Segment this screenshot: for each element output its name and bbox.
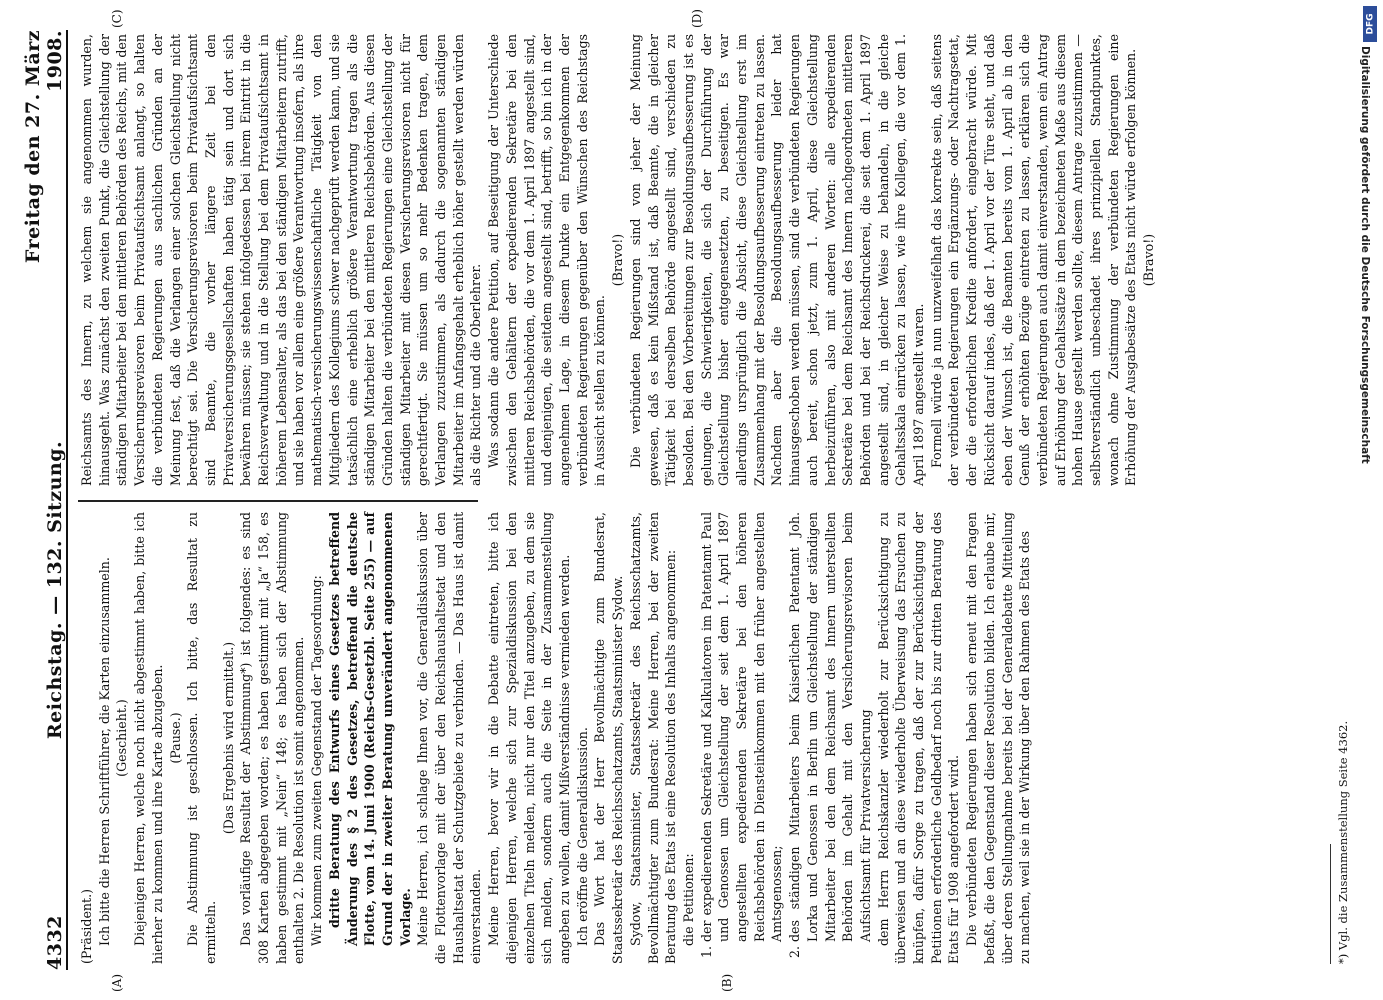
paragraph: Ich eröffne die Generaldiskussion. xyxy=(574,727,590,946)
dfg-logo-text: DFG xyxy=(1365,13,1376,35)
speaker-tag: (Präsident.) xyxy=(79,888,94,964)
paragraph: Meine Herren, ich schlage Ihnen vor, die Generaldiskussion über die Flottenvorlage mit der über den Reichshaushaltsetat und den Haushaltsetat der Schutzgebiete zu verbinden. — Das Haus ist damit einverstanden. xyxy=(415,512,484,964)
paragraph: Die verbündeten Regierungen sind von jeher der Meinung gewesen, daß es kein Mißstand ist, daß Beamte, die in gleicher Tätigkeit bei derselben Behörde angestellt sind, verschieden zu besolden. Bei den Vorbereitungen zur Besoldungsaufbesserung ist es gelungen, die Schwierigkeiten, die sich der Durchführung der Gleichstellung bisher entgegensetzten, zu beseitigen. Es war allerdings ursprünglich die Absicht, diese Gleichstellung erst im Zusammenhang mit der Besoldungsaufbesserung eintreten zu lassen. Nachdem aber die Besoldungsaufbesserung leider hat hinausgeschoben werden müssen, sind die verbündeten Regierungen auch bereit, schon jetzt, zum 1. April, diese Gleichstellung herbeizuführen, also mit anderen Worten: alle expedierenden Sekretäre bei dem Reichsamt des Innern nachgeordneten mittleren Behörden und bei der Reichsdruckerei, die seit dem 1. April 1897 angestellt sind, in gleicher Weise zu behandeln, in die gleiche Gehaltsskala einrücken zu lassen, wie ihre Kollegen, die vor dem 1. April 1897 angestellt waren. xyxy=(627,34,927,486)
stage-note: (Geschieht.) xyxy=(114,699,130,777)
stage-note: (Bravo!) xyxy=(610,233,626,287)
list-item: 1. der expedierenden Sekretäre und Kalkulatoren im Patentamt Paul und Genossen um Gleichstellung der seit dem 1. April 1897 angestellten expedierenden Sekretäre bei den höheren Reichsbehörden in Diensteinkommen mit den früher angestellten Amtsgenossen; xyxy=(698,512,787,942)
footnote-rule xyxy=(1330,844,1331,964)
paragraph: Was sodann die andere Petition, auf Beseitigung der Unterschiede zwischen den Gehältern der expedierenden Sekretäre bei den mittleren Reichsbehörden, die vor dem 1. April 1897 angestellt sind, und denjenigen, die seitdem angestellt sind, betrifft, so bin ich in der angenehmen Lage, in diesem Punkte ein Entgegenkommen der verbündeten Regierungen gegenüber den Wünschen des Reichstags in Aussicht stellen zu können. xyxy=(486,34,608,486)
stage-note: (Das Ergebnis wird ermittelt.) xyxy=(220,641,236,835)
left-column xyxy=(78,512,1034,964)
paragraph: Die verbündeten Regierungen haben sich erneut mit den Fragen befaßt, die den Gegenstand dieser Resolution bilden. Ich erlaube mir, über deren Stellungnahme bereits bei der Generaldebatte Mitteilung zu machen, weil sie in der Wirkung über den Rahmen des Etats des xyxy=(964,512,1033,964)
stage-note: (Bravo!) xyxy=(1141,233,1157,287)
paragraph: Formell würde ja nun unzweifelhaft das korrekte sein, daß seitens der verbündeten Regierungen ein Ergänzungs- oder Nachtragsetat, der die erforderlichen Kredite anfordert, eingebracht würde. Mit Rücksicht darauf indes, daß der 1. April vor der Türe steht, und daß eben der Wunsch ist, die Beamten bereits vom 1. April ab in den Genuß der erhöhten Bezüge eintreten zu lassen, erklären sich die verbündeten Regierungen auch damit einverstanden, wenn ein Antrag auf Erhöhung der Gehaltssätze in dem bezeichneten Maße aus diesem hohen Hause gestellt werden sollte, diesem Antrage zuzustimmen — selbstverständlich unbeschadet ihres prinzipiellen Standpunktes, wonach ohne Zustimmung der verbündeten Regierungen eine Erhöhung der Ausgabesätze des Etats nicht würde erfolgen können. xyxy=(928,34,1139,486)
paragraph: Die Abstimmung ist geschlossen. Ich bitte, das Resultat zu ermitteln. xyxy=(185,512,218,964)
list-item: 2. des ständigen Mitarbeiters beim Kaiserlichen Patentamt Joh. Lorka und Genossen in Berlin um Gleichstellung der ständigen Mitarbeiter bei den dem Reichsamt des Innern unterstellten Behörden im Gehalt mit den Versicherungsrevisoren beim Aufsichtsamt für Privatversicherung xyxy=(786,512,875,942)
paragraph: Meine Herren, bevor wir in die Debatte eintreten, bitte ich diejenigen Herren, welche sich zur Spezialdiskussion bei den einzelnen Titeln melden, nicht nur den Titel anzugeben, zu dem sie sich melden, sondern auch die Seite in der Zusammenstellung angeben zu wollen, damit Mißverständnisse vermieden werden. xyxy=(486,512,572,964)
agenda-item: dritte Beratung des Entwurfs eines Gesetzes betreffend Änderung des § 2 des Gesetzes, betreffend die deutsche Flotte, vom 14. Juni 1900 (Reichs-Gesetzbl. Seite 255) — auf Grund der in zweiter Beratung unverändert angenommenen Vorlage. xyxy=(326,512,413,946)
petition-list xyxy=(698,512,875,964)
stage-note: (Pause.) xyxy=(167,712,183,764)
margin-mark-a: (A) xyxy=(110,973,124,992)
page-number: 4332 xyxy=(44,915,66,970)
column-divider xyxy=(78,500,478,502)
footnote: *) Vgl. die Zusammenstellung Seite 4362. xyxy=(1336,720,1350,964)
paragraph: Das vorläufige Resultat der Abstimmung*) ist folgendes: es sind 308 Karten abgegeben worden; es haben gestimmt mit „Ja“ 158, es haben gestimmt mit „Nein“ 148; es haben sich der Abstimmung enthalten 2. Die Resolution ist somit angenommen. xyxy=(238,512,307,964)
paragraph: dem Herrn Reichskanzler wiederholt zur Berücksichtigung zu überweisen und an diese wiederholte Überweisung das Ersuchen zu knüpfen, dafür Sorge zu tragen, daß der zur Berücksichtigung der Petitionen erforderliche Geldbedarf noch bis zur dritten Beratung des Etats für 1908 angefordert wird. xyxy=(875,512,962,964)
dfg-logo xyxy=(1363,6,1377,42)
paragraph: Das Wort hat der Herr Bevollmächtigte zum Bundesrat, Staatssekretär des Reichsschatzamts, Staatsminister Sydow. xyxy=(592,512,626,964)
paragraph: Ich bitte die Herren Schriftführer, die Karten einzusammeln. xyxy=(96,557,112,946)
margin-mark-b: (B) xyxy=(720,973,734,992)
margin-mark-d: (D) xyxy=(690,9,704,28)
page-header xyxy=(22,30,68,970)
paragraph: die Petitionen: xyxy=(680,853,696,946)
margin-mark-c: (C) xyxy=(110,9,124,28)
digitization-note: Digitalisierung gefördert durch die Deutsche Forschungsgemeinschaft xyxy=(1359,46,1371,464)
paragraph: Reichsamts des Innern, zu welchem sie angenommen wurden, hinausgeht. Was zunächst den zweiten Punkt, die Gleichstellung der ständigen Mitarbeiter bei den mittleren Behörden des Reichs, mit den Versicherungsrevisoren beim Privataufsichtsamt anlangt, so halten die verbündeten Regierungen aus sachlichen Gründen an der Meinung fest, daß die Verlangen einer solchen Gleichstellung nicht berechtigt sei. Die Versicherungsrevisoren beim Privataufsichtsamt sind Beamte, die vorher längere Zeit bei den Privatversicherungsgesellschaften haben tätig sein und dort sich bewähren müssen; sie stehen infolgedessen bei ihrem Eintritt in die Reichsverwaltung und in die Stellung bei dem Privataufsichtsamt in höherem Lebensalter, als das bei den ständigen Mitarbeitern zutrifft, und sie haben vor allem eine größere Verantwortung insofern, als ihre mathematisch-versicherungswissenschaftliche Tätigkeit von den Mitgliedern des Kollegiums schwer nachgeprüft werden kann, und sie tatsächlich eine erheblich größere Verantwortung tragen als die ständigen Mitarbeiter bei den mittleren Reichsbehörden. Aus diesen Gründen halten die verbündeten Regierungen eine Gleichstellung der ständigen Mitarbeiter mit diesen Versicherungsrevisoren nicht für gerechtfertigt. Sie müssen um so mehr Bedenken tragen, dem Verlangen zuzustimmen, als dadurch die sogenannten ständigen Mitarbeiter im Anfangsgehalt erheblich höher gestellt werden würden als die Richter und die Oberlehrer. xyxy=(79,34,484,486)
speaker-paragraph: Sydow, Staatsminister, Staatssekretär des Reichsschatzamts, Bevollmächtigter zum Bundesrat: Meine Herren, bei der zweiten Beratung des Etats ist eine Resolution des Inhalts angenommen: xyxy=(627,512,679,964)
session-title: Reichstag. — 132. Sitzung. xyxy=(44,440,66,740)
session-date: Freitag den 27. März 1908. xyxy=(22,30,66,264)
right-column xyxy=(78,34,1158,486)
paragraph: Wir kommen zum zweiten Gegenstand der Tagesordnung: xyxy=(309,575,325,946)
paragraph: Diejenigen Herren, welche noch nicht abgestimmt haben, bitte ich hierher zu kommen und ihre Karte abzugeben. xyxy=(132,512,165,964)
